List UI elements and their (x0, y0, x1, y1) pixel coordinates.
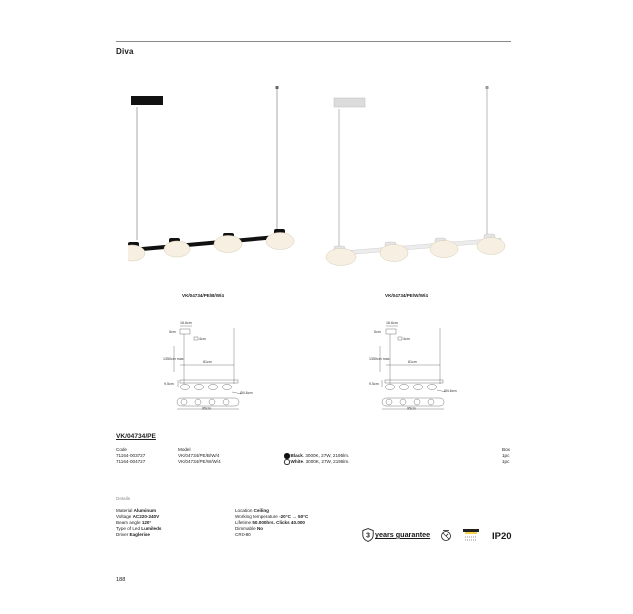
page-number: 188 (116, 577, 126, 583)
white-swatch-icon (284, 459, 290, 465)
dim-total-width: 95cm (202, 406, 211, 410)
clicks-icon (440, 529, 452, 542)
table-col-model (178, 447, 221, 465)
dim-canopy-width: 16.6cm (386, 321, 398, 325)
dimension-drawing-white (362, 318, 472, 410)
black-swatch-icon (284, 453, 290, 459)
dim-canopy-width: 16.6cm (180, 321, 192, 325)
color-name: Black (290, 453, 303, 458)
ceiling-light-icon (462, 528, 480, 544)
table-cell-code: 71164-004727 (116, 459, 146, 464)
white-lamp-image (323, 86, 513, 271)
guarantee-text: years guarantee (375, 530, 431, 539)
details-right (235, 508, 308, 538)
dim-bar-span: 81cm (408, 360, 417, 364)
table-row-black: Black. 3000K, 27W, 2195lm. (284, 453, 350, 459)
table-cell-model: VK/04734/PE/W/W/4 (178, 459, 221, 464)
spec-row: Location Ceiling (235, 508, 269, 513)
spec-row: Dimmable No (235, 526, 264, 531)
color-spec: 3000K, 27W, 2195lm. (305, 459, 350, 464)
spec-row: Working temperature -20°C → 50°C (235, 514, 309, 519)
dim-drop: 1350cm max (163, 357, 184, 361)
details-label: Details (116, 496, 131, 501)
table-cell-model: VK/04734/PE/B/W/4 (178, 453, 220, 458)
dim-shade-diameter: Ø4.6cm (444, 389, 457, 393)
model-caption-white: VK/04734/PE/W/W/4 (385, 293, 428, 298)
table-col-color (284, 447, 350, 465)
dim-bar-height: 4cm (403, 337, 410, 341)
table-header-code: Code (116, 447, 127, 452)
dim-canopy-height: 5cm (169, 330, 176, 334)
color-name: White (290, 459, 304, 464)
table-header-box: Box (502, 447, 510, 452)
guarantee-years: 3 (366, 530, 370, 540)
section-code: VK/04734/PE (116, 433, 156, 440)
color-spec: 3000K, 27W, 2195lm. (305, 453, 350, 458)
header-rule (116, 41, 511, 42)
spec-row: Material Aluminum (116, 508, 157, 513)
dim-shade-height: 9.5cm (164, 382, 174, 386)
product-title: Diva (116, 47, 134, 56)
dim-shade-height: 9.5cm (369, 382, 379, 386)
table-col-code (116, 447, 145, 465)
dim-canopy-height: 5cm (374, 330, 381, 334)
model-caption-black: VK/04734/PE/B/W/4 (182, 293, 224, 298)
spec-row: Type of Led Lumileds (116, 526, 162, 531)
table-cell-box: 1pc (502, 453, 510, 458)
table-cell-code: 71164-003727 (116, 453, 146, 458)
dim-bar-height: 4cm (199, 337, 206, 341)
black-lamp-image (128, 86, 298, 266)
spec-row: CRI>80 (235, 532, 251, 537)
dim-bar-span: 81cm (203, 360, 212, 364)
table-row-white: White. 3000K, 27W, 2195lm. (284, 459, 350, 465)
spec-row: Driver Eaglerise (116, 532, 150, 537)
ip-rating: IP20 (492, 531, 512, 542)
spec-row: Lifetime 50.000hrs. Clicks 40.000 (235, 520, 305, 525)
table-cell-box: 1pc (502, 459, 510, 464)
details-left (116, 508, 161, 538)
table-header-model: Model (178, 447, 191, 452)
dim-total-width: 95cm (407, 406, 416, 410)
dimension-drawing-black (160, 318, 270, 410)
dim-shade-diameter: Ø4.6cm (240, 391, 253, 395)
spec-row: Voltage AC220-240V (116, 514, 160, 519)
spec-row: Beam angle 120° (116, 520, 152, 525)
shield-icon (362, 528, 374, 542)
table-col-box (502, 447, 510, 465)
dim-drop: 1350cm max (369, 357, 390, 361)
guarantee-badge (362, 527, 436, 543)
